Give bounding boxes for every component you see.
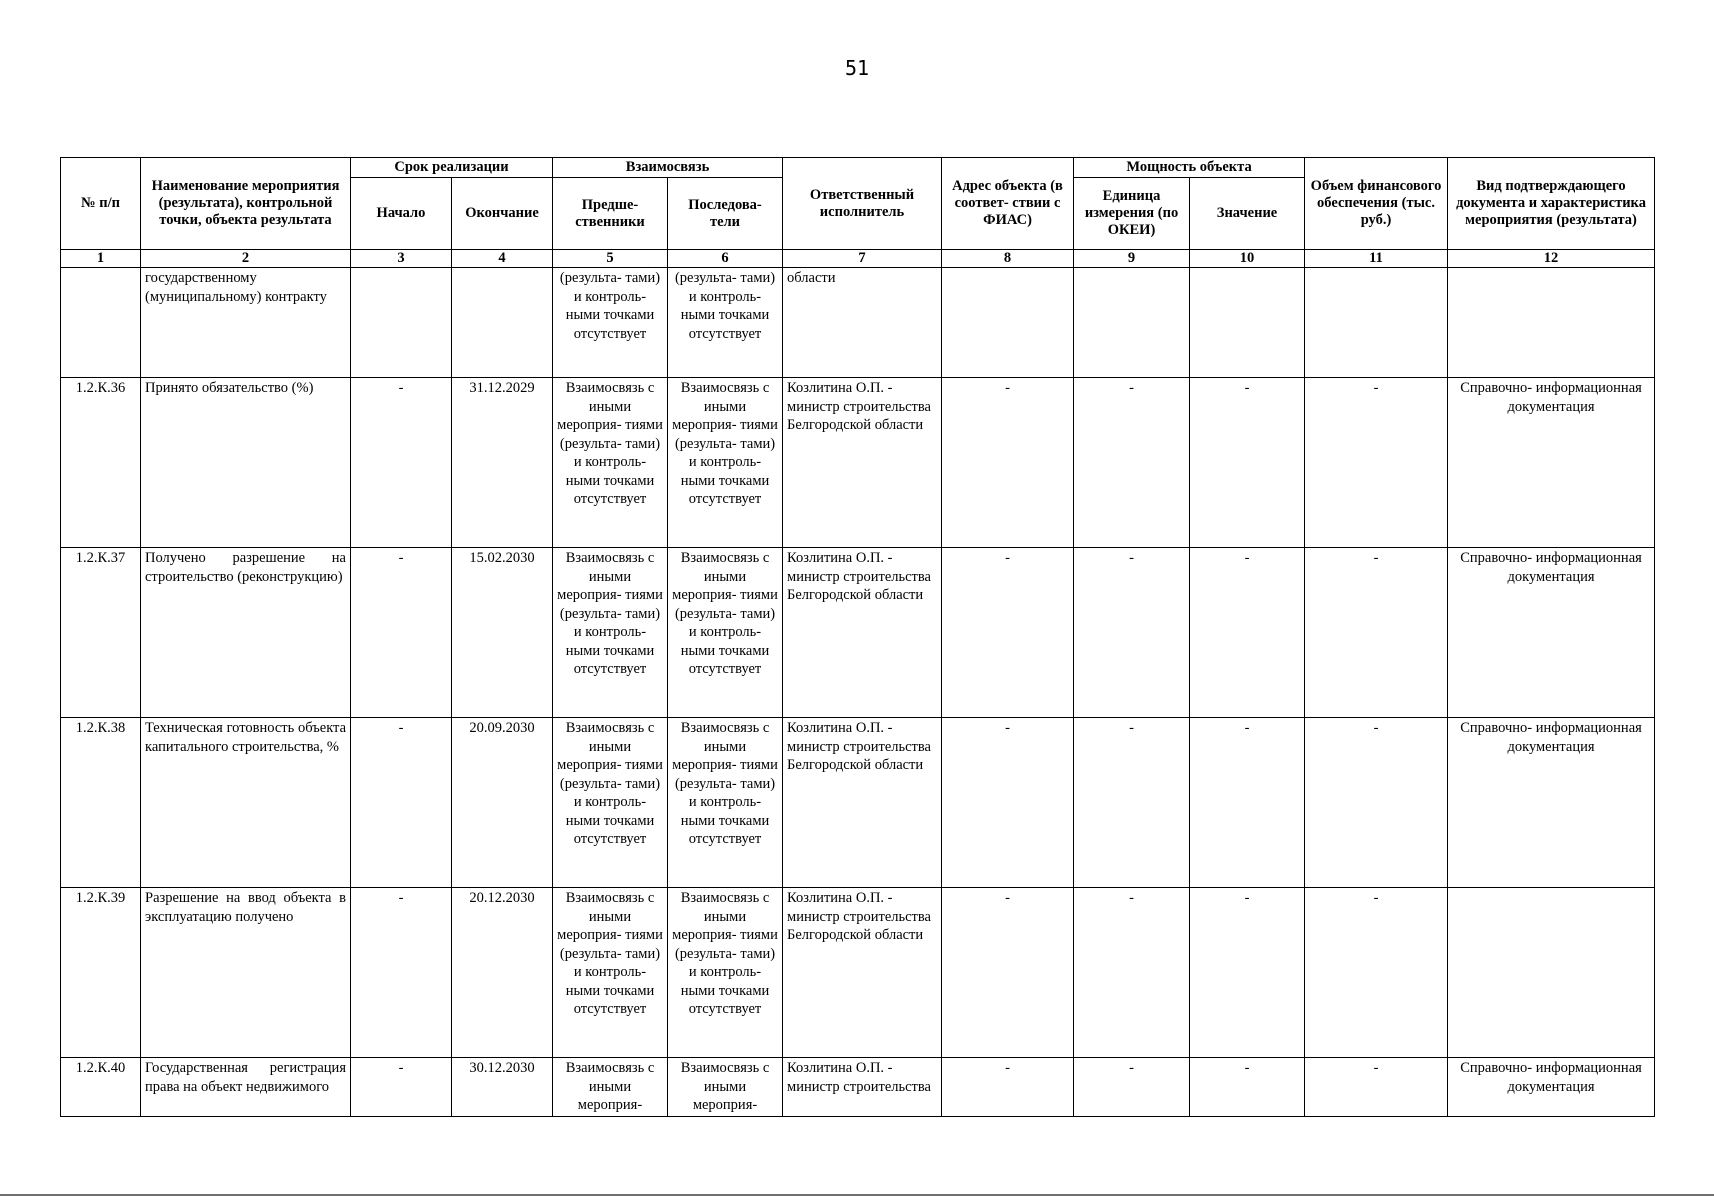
cell-end: 30.12.2030 bbox=[452, 1058, 553, 1117]
column-number: 7 bbox=[783, 250, 942, 268]
column-number: 4 bbox=[452, 250, 553, 268]
cell-predecessors: (результа- тами) и контроль- ными точками отсутствует bbox=[553, 268, 668, 378]
cell-unit bbox=[1074, 268, 1190, 378]
cell-address: - bbox=[942, 378, 1074, 548]
header-document: Вид подтверждающего документа и характеристика мероприятия (результата) bbox=[1448, 158, 1655, 250]
cell-name: Техническая готовность объекта капитального строительства, % bbox=[141, 718, 351, 888]
cell-start: - bbox=[351, 378, 452, 548]
cell-value: - bbox=[1190, 718, 1305, 888]
cell-finance: - bbox=[1305, 718, 1448, 888]
cell-address bbox=[942, 268, 1074, 378]
cell-address: - bbox=[942, 1058, 1074, 1117]
cell-predecessors: Взаимосвязь с иными мероприя- тиями (результа- тами) и контроль- ными точками отсутствует bbox=[553, 718, 668, 888]
table-row bbox=[61, 1058, 1655, 1117]
column-number: 10 bbox=[1190, 250, 1305, 268]
header-name: Наименование мероприятия (результата), контрольной точки, объекта результата bbox=[141, 158, 351, 250]
column-number: 1 bbox=[61, 250, 141, 268]
table-row bbox=[61, 268, 1655, 378]
cell-document: Справочно- информационная документация bbox=[1448, 378, 1655, 548]
header-address: Адрес объекта (в соответ- ствии с ФИАС) bbox=[942, 158, 1074, 250]
cell-name: Государственная регистрация права на объект недвижимого bbox=[141, 1058, 351, 1117]
cell-finance: - bbox=[1305, 1058, 1448, 1117]
cell-successors: Взаимосвязь с иными мероприя- тиями (результа- тами) и контроль- ными точками отсутствует bbox=[668, 548, 783, 718]
cell-predecessors: Взаимосвязь с иными мероприя- тиями (результа- тами) и контроль- ными точками отсутствует bbox=[553, 888, 668, 1058]
cell-executor: Козлитина О.П. - министр строительства Белгородской области bbox=[783, 888, 942, 1058]
cell-finance: - bbox=[1305, 888, 1448, 1058]
cell-successors: (результа- тами) и контроль- ными точками отсутствует bbox=[668, 268, 783, 378]
header-term-group: Срок реализации bbox=[351, 158, 553, 178]
table-row bbox=[61, 718, 1655, 888]
cell-unit: - bbox=[1074, 378, 1190, 548]
cell-executor: Козлитина О.П. - министр строительства bbox=[783, 1058, 942, 1117]
cell-start: - bbox=[351, 888, 452, 1058]
cell-unit: - bbox=[1074, 1058, 1190, 1117]
table-row bbox=[61, 548, 1655, 718]
cell-predecessors: Взаимосвязь с иными мероприя- тиями (результа- тами) и контроль- ными точками отсутствует bbox=[553, 548, 668, 718]
cell-value bbox=[1190, 268, 1305, 378]
header-executor: Ответственный исполнитель bbox=[783, 158, 942, 250]
column-number: 9 bbox=[1074, 250, 1190, 268]
column-number: 8 bbox=[942, 250, 1074, 268]
cell-end bbox=[452, 268, 553, 378]
plan-table bbox=[60, 157, 1655, 1117]
cell-start: - bbox=[351, 1058, 452, 1117]
header-finance: Объем финансового обеспечения (тыс. руб.) bbox=[1305, 158, 1448, 250]
header-successors: Последова- тели bbox=[668, 178, 783, 250]
cell-executor: Козлитина О.П. - министр строительства Белгородской области bbox=[783, 718, 942, 888]
cell-start: - bbox=[351, 548, 452, 718]
cell-successors: Взаимосвязь с иными мероприя- bbox=[668, 1058, 783, 1117]
cell-address: - bbox=[942, 548, 1074, 718]
cell-document: Справочно- информационная документация bbox=[1448, 718, 1655, 888]
cell-address: - bbox=[942, 888, 1074, 1058]
cell-name: Получено разрешение на строительство (реконструкцию) bbox=[141, 548, 351, 718]
header-value: Значение bbox=[1190, 178, 1305, 250]
column-number: 6 bbox=[668, 250, 783, 268]
header-link-group: Взаимосвязь bbox=[553, 158, 783, 178]
cell-successors: Взаимосвязь с иными мероприя- тиями (результа- тами) и контроль- ными точками отсутствует bbox=[668, 718, 783, 888]
column-number: 11 bbox=[1305, 250, 1448, 268]
scan-edge-line bbox=[0, 1194, 1714, 1196]
table-row bbox=[61, 378, 1655, 548]
cell-document bbox=[1448, 268, 1655, 378]
cell-end: 15.02.2030 bbox=[452, 548, 553, 718]
header-capacity-group: Мощность объекта bbox=[1074, 158, 1305, 178]
cell-start bbox=[351, 268, 452, 378]
cell-name: государственному (муниципальному) контракту bbox=[141, 268, 351, 378]
column-number: 3 bbox=[351, 250, 452, 268]
cell-finance bbox=[1305, 268, 1448, 378]
cell-document: Справочно- информационная документация bbox=[1448, 548, 1655, 718]
table-row bbox=[61, 888, 1655, 1058]
cell-start: - bbox=[351, 718, 452, 888]
cell-predecessors: Взаимосвязь с иными мероприя- тиями (результа- тами) и контроль- ными точками отсутствует bbox=[553, 378, 668, 548]
cell-no: 1.2.К.38 bbox=[61, 718, 141, 888]
cell-no bbox=[61, 268, 141, 378]
cell-finance: - bbox=[1305, 378, 1448, 548]
cell-document: Справочно- информационная документация bbox=[1448, 1058, 1655, 1117]
header-end: Окончание bbox=[452, 178, 553, 250]
cell-successors: Взаимосвязь с иными мероприя- тиями (результа- тами) и контроль- ными точками отсутствует bbox=[668, 378, 783, 548]
cell-no: 1.2.К.36 bbox=[61, 378, 141, 548]
page-number: 51 bbox=[844, 56, 870, 80]
cell-executor: Козлитина О.П. - министр строительства Белгородской области bbox=[783, 378, 942, 548]
column-number: 5 bbox=[553, 250, 668, 268]
column-number: 12 bbox=[1448, 250, 1655, 268]
header-no: № п/п bbox=[61, 158, 141, 250]
cell-unit: - bbox=[1074, 888, 1190, 1058]
cell-name: Разрешение на ввод объекта в эксплуатацию получено bbox=[141, 888, 351, 1058]
cell-value: - bbox=[1190, 1058, 1305, 1117]
cell-finance: - bbox=[1305, 548, 1448, 718]
cell-value: - bbox=[1190, 378, 1305, 548]
cell-end: 20.09.2030 bbox=[452, 718, 553, 888]
header-start: Начало bbox=[351, 178, 452, 250]
cell-predecessors: Взаимосвязь с иными мероприя- bbox=[553, 1058, 668, 1117]
cell-value: - bbox=[1190, 548, 1305, 718]
cell-executor: области bbox=[783, 268, 942, 378]
column-number: 2 bbox=[141, 250, 351, 268]
cell-end: 31.12.2029 bbox=[452, 378, 553, 548]
cell-name: Принято обязательство (%) bbox=[141, 378, 351, 548]
cell-successors: Взаимосвязь с иными мероприя- тиями (результа- тами) и контроль- ными точками отсутствует bbox=[668, 888, 783, 1058]
cell-unit: - bbox=[1074, 718, 1190, 888]
cell-no: 1.2.К.40 bbox=[61, 1058, 141, 1117]
cell-unit: - bbox=[1074, 548, 1190, 718]
cell-executor: Козлитина О.П. - министр строительства Белгородской области bbox=[783, 548, 942, 718]
cell-no: 1.2.К.39 bbox=[61, 888, 141, 1058]
cell-end: 20.12.2030 bbox=[452, 888, 553, 1058]
header-unit: Единица измерения (по ОКЕИ) bbox=[1074, 178, 1190, 250]
cell-no: 1.2.К.37 bbox=[61, 548, 141, 718]
cell-address: - bbox=[942, 718, 1074, 888]
header-predecessors: Предше- ственники bbox=[553, 178, 668, 250]
cell-document bbox=[1448, 888, 1655, 1058]
cell-value: - bbox=[1190, 888, 1305, 1058]
